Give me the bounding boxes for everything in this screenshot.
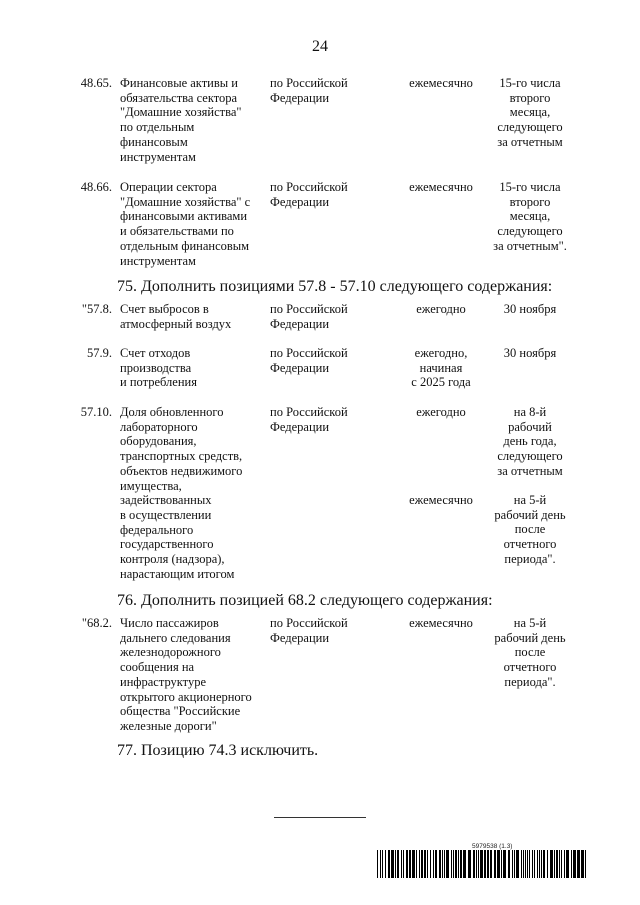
- cell-line: на 5-й: [513, 616, 547, 630]
- cell-line: инструментам: [120, 253, 196, 268]
- separator-line: [274, 817, 366, 818]
- cell-line: сообщения на: [120, 660, 195, 675]
- cell-line: по отдельным: [120, 120, 195, 135]
- cell-line: железнодорожного: [120, 645, 221, 660]
- cell-line: транспортных средств,: [120, 449, 243, 464]
- cell-line: следующего: [497, 224, 563, 239]
- paragraph-77: 77. Позицию 74.3 исключить.: [117, 742, 319, 759]
- cell-line: Федерации: [270, 90, 330, 105]
- coverage-level: [270, 405, 388, 434]
- cell-line: Доля обновленного: [120, 405, 224, 419]
- cell-line: на 8-й: [513, 405, 547, 419]
- position-name: [120, 180, 265, 268]
- deadline-monthly: [490, 493, 570, 567]
- position-number: 57.10.: [80, 405, 112, 419]
- cell-line: объектов недвижимого: [120, 463, 243, 478]
- cell-line: по Российской: [270, 302, 348, 316]
- cell-line: следующего: [497, 449, 563, 464]
- cell-line: лабораторного: [120, 419, 198, 434]
- cell-line: инструментам: [120, 149, 196, 164]
- barcode-number: 5979538 (1.3): [472, 843, 513, 850]
- cell-line: оборудования,: [120, 434, 197, 449]
- cell-line: после: [514, 522, 546, 537]
- deadline: [490, 616, 570, 690]
- cell-line: Операции сектора: [120, 180, 217, 194]
- cell-line: Федерации: [270, 360, 330, 375]
- cell-line: нарастающим итогом: [120, 566, 235, 581]
- cell-line: по Российской: [270, 616, 348, 630]
- cell-line: 30 ноября: [503, 302, 557, 316]
- cell-line: начиная: [419, 360, 463, 375]
- cell-line: ежегодно,: [414, 346, 468, 360]
- cell-line: Число пассажиров: [120, 616, 219, 630]
- cell-line: государственного: [120, 537, 214, 552]
- page-number: 24: [312, 38, 328, 55]
- cell-line: месяца,: [509, 209, 551, 224]
- cell-line: федерального: [120, 522, 194, 537]
- cell-line: Федерации: [270, 630, 330, 645]
- cell-line: инфраструктуре: [120, 674, 207, 689]
- cell-line: Федерации: [270, 316, 330, 331]
- position-number: 48.65.: [80, 76, 112, 90]
- deadline: [490, 180, 570, 254]
- paragraph-76: 76. Дополнить позицией 68.2 следующего содержания:: [117, 592, 493, 609]
- cell-line: после: [514, 645, 546, 660]
- cell-line: 15-го числа: [499, 180, 561, 194]
- coverage-level: [270, 76, 388, 105]
- cell-line: ежемесячно: [409, 616, 473, 630]
- cell-line: атмосферный воздух: [120, 316, 232, 331]
- cell-line: задействованных: [120, 493, 212, 508]
- cell-line: контроля (надзора),: [120, 552, 225, 567]
- cell-line: Федерации: [270, 419, 330, 434]
- cell-line: Счет отходов: [120, 346, 191, 360]
- cell-line: второго: [509, 90, 551, 105]
- cell-line: "Домашние хозяйства": [120, 105, 242, 120]
- position-name: [120, 616, 265, 734]
- periodicity: [395, 616, 487, 631]
- cell-line: и обязательствами по: [120, 224, 234, 239]
- cell-line: по Российской: [270, 180, 348, 194]
- cell-line: производства: [120, 360, 192, 375]
- cell-line: за отчетным: [497, 463, 563, 478]
- coverage-level: [270, 302, 388, 331]
- position-name: [120, 346, 265, 390]
- cell-line: открытого акционерного: [120, 689, 252, 704]
- position-name: [120, 76, 265, 164]
- deadline: [490, 302, 570, 317]
- position-name: [120, 302, 265, 331]
- periodicity: [395, 405, 487, 420]
- position-number: 48.66.: [80, 180, 112, 194]
- deadline: [490, 346, 570, 361]
- cell-line: ежемесячно: [409, 493, 473, 507]
- cell-line: следующего: [497, 120, 563, 135]
- barcode-image: [377, 850, 589, 878]
- paragraph-75: 75. Дополнить позициями 57.8 - 57.10 следующего содержания:: [117, 278, 553, 295]
- periodicity: [395, 302, 487, 317]
- position-number: "57.8.: [81, 302, 112, 316]
- position-number: "68.2.: [81, 616, 112, 630]
- cell-line: ежемесячно: [409, 180, 473, 194]
- cell-line: "Домашние хозяйства" с: [120, 194, 251, 209]
- coverage-level: [270, 616, 388, 645]
- cell-line: имущества,: [120, 478, 182, 493]
- cell-line: финансовым: [120, 134, 188, 149]
- periodicity-monthly: [395, 493, 487, 508]
- coverage-level: [270, 346, 388, 375]
- cell-line: за отчетным: [497, 134, 563, 149]
- deadline: [490, 405, 570, 479]
- cell-line: Финансовые активы и: [120, 76, 238, 90]
- periodicity: [395, 346, 487, 390]
- cell-line: рабочий: [508, 419, 552, 434]
- periodicity: [395, 76, 487, 91]
- cell-line: отчетного: [503, 537, 557, 552]
- cell-line: дальнего следования: [120, 630, 231, 645]
- cell-line: на 5-й: [513, 493, 547, 507]
- position-number: 57.9.: [87, 346, 112, 360]
- cell-line: день года,: [503, 434, 557, 449]
- deadline: [490, 76, 570, 150]
- cell-line: и потребления: [120, 375, 197, 390]
- cell-line: ежемесячно: [409, 76, 473, 90]
- cell-line: отдельным финансовым: [120, 238, 250, 253]
- cell-line: в осуществлении: [120, 507, 212, 522]
- cell-line: отчетного: [503, 660, 557, 675]
- cell-line: рабочий день: [494, 630, 566, 645]
- cell-line: ежегодно: [416, 405, 466, 419]
- cell-line: общества "Российские: [120, 704, 241, 719]
- cell-line: финансовыми активами: [120, 209, 248, 224]
- cell-line: месяца,: [509, 105, 551, 120]
- cell-line: ежегодно: [416, 302, 466, 316]
- cell-line: второго: [509, 194, 551, 209]
- coverage-level: [270, 180, 388, 209]
- cell-line: железные дороги": [120, 718, 217, 733]
- periodicity: [395, 180, 487, 195]
- cell-line: рабочий день: [494, 507, 566, 522]
- cell-line: Счет выбросов в: [120, 302, 209, 316]
- cell-line: обязательства сектора: [120, 90, 238, 105]
- cell-line: 30 ноября: [503, 346, 557, 360]
- position-name: [120, 405, 265, 581]
- cell-line: Федерации: [270, 194, 330, 209]
- cell-line: по Российской: [270, 346, 348, 360]
- cell-line: периода".: [504, 674, 556, 689]
- cell-line: за отчетным".: [493, 238, 567, 253]
- cell-line: периода".: [504, 551, 556, 566]
- cell-line: по Российской: [270, 405, 348, 419]
- cell-line: по Российской: [270, 76, 348, 90]
- cell-line: с 2025 года: [411, 375, 471, 390]
- cell-line: 15-го числа: [499, 76, 561, 90]
